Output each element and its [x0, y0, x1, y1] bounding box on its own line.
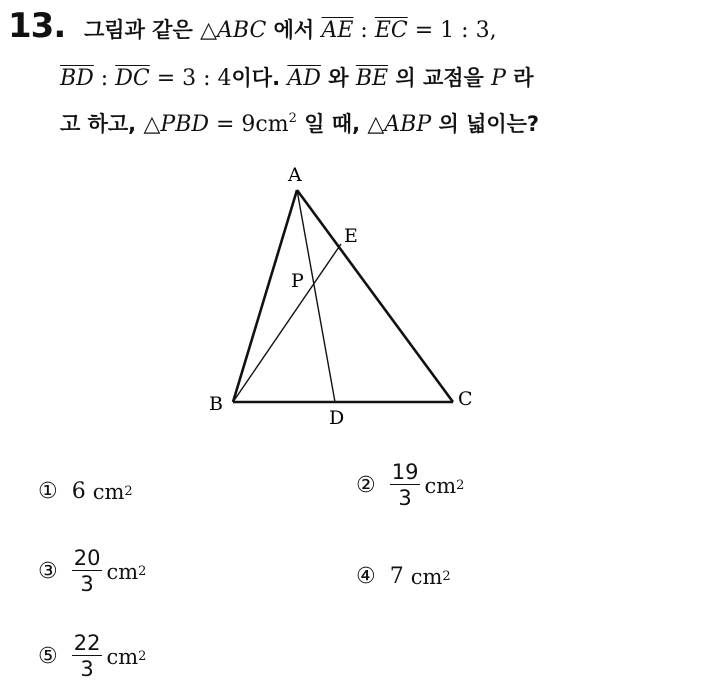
triangle-abc-outline — [233, 190, 453, 402]
choice-exponent: 2 — [456, 478, 465, 493]
choice-fraction — [390, 460, 421, 511]
question-line-3 — [60, 108, 539, 138]
choice-exponent: 2 — [124, 484, 133, 499]
choice-number: ② — [356, 473, 376, 498]
exponent: 2 — [288, 111, 297, 126]
colon: : — [353, 18, 375, 43]
text: 이다. — [231, 66, 288, 90]
segment-ec: $\overline{EC}$ — [374, 18, 408, 43]
segment-dc: $\overline{DC}$ — [115, 66, 150, 91]
choice-5[interactable] — [38, 631, 146, 682]
label-e: E — [344, 225, 358, 247]
denominator: 3 — [398, 486, 412, 510]
segment-bd: $\overline{BD}$ — [60, 66, 94, 91]
denominator: 3 — [80, 657, 94, 681]
choice-unit: cm — [424, 473, 457, 498]
segment-ad-line — [297, 190, 335, 402]
choice-exponent: 2 — [442, 569, 451, 584]
question-line-1 — [84, 14, 497, 44]
segment-be: $\overline{BE}$ — [355, 66, 389, 91]
label-a: A — [288, 164, 302, 186]
triangle-abp: △ABP — [367, 112, 432, 137]
choice-value: 6 — [71, 479, 86, 504]
choice-1[interactable] — [38, 479, 133, 504]
choice-3[interactable] — [38, 546, 146, 597]
text: 의 넓이는? — [431, 112, 540, 136]
ratio: = 3 : 4 — [149, 66, 232, 91]
text: 그림과 같은 — [84, 18, 201, 42]
choice-fraction — [72, 631, 103, 682]
choice-value: 7 — [389, 564, 404, 589]
triangle-pbd: △PBD — [143, 112, 209, 137]
choice-unit: cm — [106, 559, 139, 584]
choice-number: ③ — [38, 559, 58, 584]
unit: cm — [255, 112, 289, 137]
side-ac — [297, 190, 453, 402]
label-d: D — [329, 407, 345, 429]
choice-2[interactable] — [356, 460, 464, 511]
text: 고 하고, — [60, 112, 144, 136]
choice-exponent: 2 — [138, 649, 147, 664]
choice-number: ④ — [356, 564, 376, 589]
label-p: P — [291, 270, 304, 292]
segment-ae: $\overline{AE}$ — [321, 18, 354, 43]
denominator: 3 — [80, 572, 94, 596]
point-p: P — [491, 66, 506, 91]
label-c: C — [458, 388, 473, 410]
question-number: 13. — [8, 6, 66, 46]
choice-unit: cm — [410, 564, 443, 589]
equals-value: = 9 — [209, 112, 256, 137]
text: 일 때, — [296, 112, 368, 136]
choice-exponent: 2 — [138, 564, 147, 579]
text: 에서 — [266, 18, 322, 42]
side-ab — [233, 190, 297, 402]
segment-be-line — [233, 244, 341, 402]
choice-unit: cm — [106, 644, 139, 669]
text: 라 — [505, 66, 534, 90]
ratio: = 1 : 3, — [407, 18, 497, 43]
numerator: 22 — [73, 631, 101, 655]
triangle-abc: △ABC — [200, 18, 267, 43]
segment-ad: $\overline{AD}$ — [287, 66, 321, 91]
numerator: 19 — [391, 460, 419, 484]
choice-unit: cm — [92, 479, 125, 504]
numerator: 20 — [73, 546, 101, 570]
choice-number: ⑤ — [38, 644, 58, 669]
choice-4[interactable] — [356, 564, 451, 589]
text: 의 교점을 — [388, 66, 492, 90]
choice-fraction — [72, 546, 103, 597]
triangle-figure — [195, 160, 495, 430]
label-b: B — [209, 393, 223, 415]
text: 와 — [320, 66, 356, 90]
colon: : — [93, 66, 116, 91]
question-line-2 — [60, 62, 534, 92]
choice-number: ① — [38, 479, 58, 504]
